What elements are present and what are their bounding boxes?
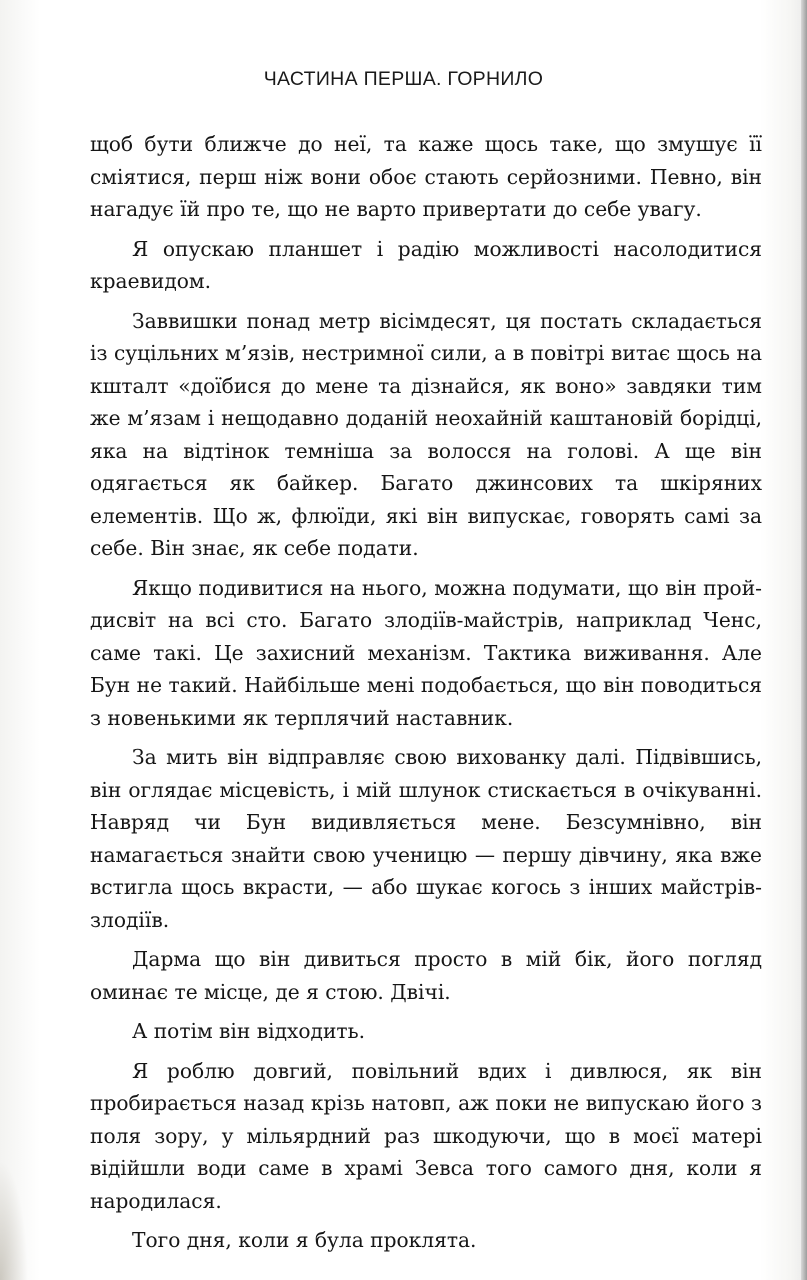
finger-shadow (0, 1160, 28, 1280)
paragraph-continuation: щоб бути ближче до неї, та каже щось таке, що змушує її сміятися, перш ніж вони обоє стають серйозними. Певно, він нагадує їй про те, що не варто привертати до себе увагу. (90, 132, 762, 221)
paragraph: Якщо подивитися на нього, можна подумати, що він пройдисвіт на всі сто. Багато злодіїв-майстрів, наприклад Ченс, саме такі. Це захисний механізм. Тактика виживання. Але Бун не такий. Найбільше мені подобається, що він поводиться з новенькими як терплячий наставник. (90, 575, 762, 730)
body-text (90, 128, 762, 1257)
paragraph: Дарма що він дивиться просто в мій бік, його погляд оминає те місце, де я стою. Двічі. (90, 947, 762, 1004)
paragraph: Я роблю довгий, повільний вдих і дивлюся, як він пробирається назад крізь натовп, аж поки не випускаю його з поля зору, у мільярдний раз шкодуючи, що в моєї матері відійшли води саме в храмі Зевса того самого дня, коли я народилася. (90, 1058, 762, 1213)
paragraph: А потім він відходить. (132, 1019, 366, 1043)
page-edge-shadow (801, 0, 807, 1280)
paragraph: За мить він відправляє свою вихованку далі. Підвівшись, він оглядає місцевість, і мій шлунок стискається в очікуванні. Навряд чи Бун видивляється мене. Безсумнівно, він намагається знайти свою ученицю — першу дівчину, яка вже встигла щось вкрасти, — або шукає когось з інших майстрів-злодіїв. (90, 745, 762, 932)
paragraph: Того дня, коли я була проклята. (132, 1228, 477, 1252)
paragraph: Я опускаю планшет і радію можливості насолодитися краевидом. (90, 236, 762, 293)
running-header: ЧАСТИНА ПЕРША. ГОРНИЛО (263, 68, 544, 90)
paragraph: Заввишки понад метр вісімдесят, ця постать складається із суцільних м’язів, нестримної сили, а в повітрі витає щось на кшталт «доїбися до мене та дізнайся, як воно» завдяки тим же м’язам і нещодавно доданій неохайній каштановій борідці, яка на відтінок темніша за волосся на голові. А ще він одягається як байкер. Багато джинсових та шкіряних елементів. Що ж, флюїди, які він випускає, говорять самі за себе. Він знає, як себе подати. (90, 308, 762, 560)
